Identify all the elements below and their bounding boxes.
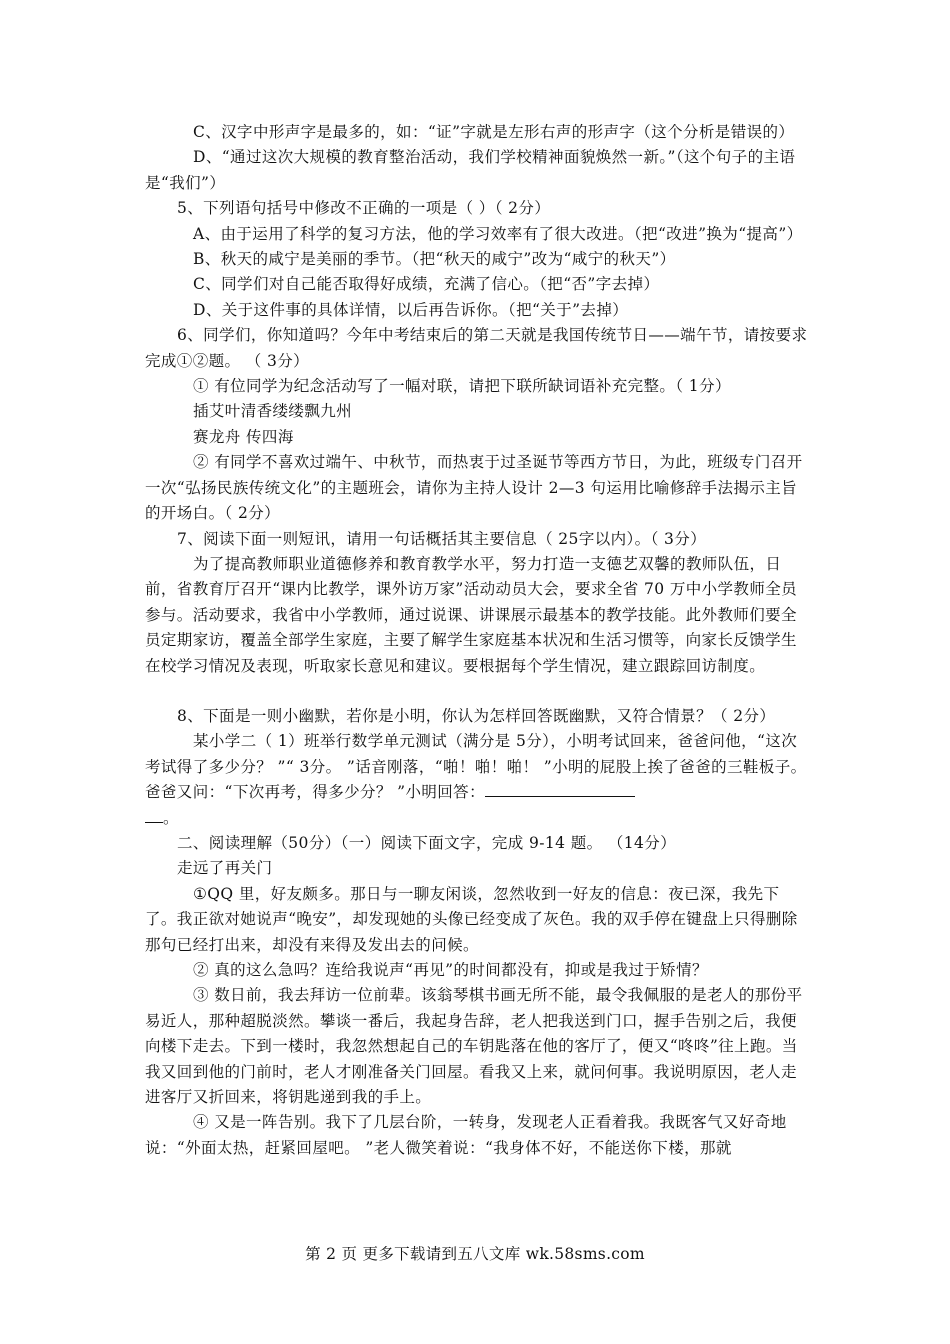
question-8-end: 。: [163, 808, 179, 827]
section-2-heading: 二、阅读理解（50分）（一）阅读下面文字，完成 9-14 题。 （14分）: [177, 833, 677, 852]
question-6-part-2: ② 有同学不喜欢过端午、中秋节，而热衷于过圣诞节等西方节日，为此，班级专门召开一次“弘扬民族传统文化”的主题班会，请你为主持人设计 2—3 句运用比喻修辞手法揭示主旨的开场白。（ 2分）: [145, 453, 803, 523]
question-8: 8、下面是一则小幽默，若你是小明，你认为怎样回答既幽默，又符合情景？（ 2分）: [177, 706, 776, 725]
page-footer: 第 2 页 更多下载请到五八文库 wk.58sms.com: [305, 1245, 645, 1263]
question-5-option-a: A、由于运用了科学的复习方法，他的学习效率有了很大改进。（把“改进”换为“提高”）: [193, 224, 803, 243]
question-5-option-b: B、秋天的咸宁是美丽的季节。（把“秋天的咸宁”改为“咸宁的秋天”）: [193, 250, 676, 269]
paragraph-1: ①QQ 里，好友颇多。那日与一聊友闲谈，忽然收到一好友的信息：夜已深，我先下了。我正欲对她说声“晚安”，却发现她的头像已经变成了灰色。我的双手停在键盘上只得删除那句已经打出来，却没有来得及发出去的问候。: [145, 884, 798, 954]
article-title: 走远了再关门: [177, 859, 273, 878]
question-7: 7、阅读下面一则短讯，请用一句话概括其主要信息（ 25字以内）。（ 3分）: [177, 529, 707, 548]
option-d-q4: D、“通过这次大规模的教育整治活动，我们学校精神面貌焕然一新。”（这个句子的主语是“我们”）: [145, 148, 796, 192]
document-body: [145, 120, 810, 1161]
answer-blank[interactable]: [485, 782, 635, 797]
question-8-text: 某小学二（ 1）班举行数学单元测试（满分是 5分），小明考试回来，爸爸问他，“这次考试得了多少分？ ”“ 3分。 ”话音刚落，“啪！啪！啪！ ”小明的屁股上挨了爸爸的三鞋板子。爸爸又问：“下次再考，得多少分？ ”小明回答：: [145, 732, 807, 802]
question-5: 5、下列语句括号中修改不正确的一项是（ ）（ 2分）: [177, 199, 551, 218]
question-6-part-1: ① 有位同学为纪念活动写了一幅对联，请把下联所缺词语补充完整。（ 1分）: [193, 377, 731, 396]
answer-blank-tail: [145, 808, 163, 823]
couplet-line-2: 赛龙舟 传四海: [193, 427, 294, 446]
question-5-option-c: C、同学们对自己能否取得好成绩，充满了信心。（把“否”字去掉）: [193, 275, 660, 294]
couplet-line-1: 插艾叶清香缕缕飘九州: [193, 402, 353, 421]
question-6: 6、同学们，你知道吗？今年中考结束后的第二天就是我国传统节日——端午节，请按要求完成①②题。 （ 3分）: [145, 326, 808, 370]
question-7-passage: 为了提高教师职业道德修养和教育教学水平，努力打造一支德艺双馨的教师队伍，日前，省教育厅召开“课内比教学，课外访万家”活动动员大会，要求全省 70 万中小学教师全员参与。活动要求，我省中小学教师，通过说课、讲课展示最基本的教学技能。此外教师们要全员定期家访，覆盖全部学生家庭，主要了解学生家庭基本状况和生活习惯等，向家长反馈学生在校学习情况及表现，听取家长意见和建议。要根据每个学生情况，建立跟踪回访制度。: [145, 554, 798, 675]
paragraph-4: ④ 又是一阵告别。我下了几层台阶，一转身，发现老人正看着我。我既客气又好奇地说：“外面太热，赶紧回屋吧。 ”老人微笑着说：“我身体不好，不能送你下楼，那就: [145, 1113, 787, 1157]
option-c-q4: C、汉字中形声字是最多的，如：“证”字就是左形右声的形声字（这个分析是错误的）: [193, 123, 795, 141]
question-8-passage: [145, 729, 810, 831]
question-5-option-d: D、关于这件事的具体详情，以后再告诉你。（把“关于”去掉）: [193, 300, 629, 319]
paragraph-3: ③ 数日前，我去拜访一位前辈。该翁琴棋书画无所不能，最令我佩服的是老人的那份平易近人，那种超脱淡然。攀谈一番后，我起身告辞，老人把我送到门口，握手告别之后，我便向楼下走去。下到一楼时，我忽然想起自己的车钥匙落在他的客厅了，便又“咚咚”往上跑。当我又回到他的门前时，老人才刚准备关门回屋。看我又上来，就问何事。我说明原因，老人走进客厅又折回来，将钥匙递到我的手上。: [145, 986, 803, 1107]
paragraph-2: ② 真的这么急吗？连给我说声“再见”的时间都没有，抑或是我过于矫情？: [193, 961, 708, 979]
spacer: [145, 679, 810, 704]
